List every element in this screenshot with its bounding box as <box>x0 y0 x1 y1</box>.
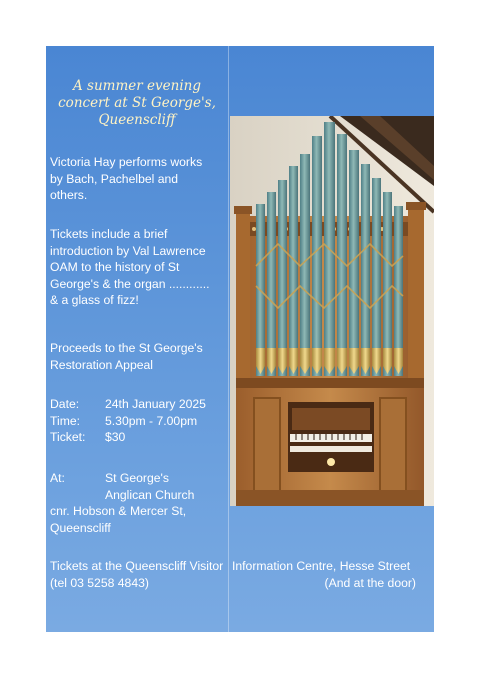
detail-value: $30 <box>105 430 126 444</box>
tickets-line: Tickets include a brief <box>50 227 168 241</box>
title-line: A summer evening <box>73 78 201 94</box>
detail-row-date <box>50 396 228 413</box>
venue-row <box>50 487 228 504</box>
ticket-outlet-right <box>232 558 428 592</box>
proceeds-line: Restoration Appeal <box>50 357 153 372</box>
tickets-line: introduction by Val Lawrence <box>50 243 206 258</box>
proceeds-paragraph <box>50 340 228 373</box>
tickets-line: & a glass of fizz! <box>50 293 139 307</box>
footer-line: Tickets at the Queenscliff Visitor <box>50 559 224 573</box>
organ-illustration <box>230 116 434 506</box>
title-line: Queenscliff <box>98 112 176 128</box>
intro-line: by Bach, Pachelbel and <box>50 171 179 186</box>
detail-value: 24th January 2025 <box>105 397 206 411</box>
venue-label: At: <box>50 471 65 485</box>
venue-address: Queenscliff <box>50 520 111 535</box>
title-line: concert at St George's, <box>58 95 216 111</box>
footer-line: Information Centre, Hesse Street <box>232 559 411 573</box>
footer-line: (tel 03 5258 4843) <box>50 576 149 590</box>
intro-line: others. <box>50 188 88 202</box>
tickets-paragraph <box>50 226 228 309</box>
detail-label: Time: <box>50 413 81 428</box>
intro-paragraph <box>50 154 228 204</box>
venue-name: Anglican Church <box>105 487 195 502</box>
proceeds-line: Proceeds to the St George's <box>50 341 203 355</box>
detail-row-ticket <box>50 429 228 446</box>
footer-line: (And at the door) <box>324 576 416 590</box>
ticket-outlet-left <box>50 558 223 592</box>
detail-label: Date: <box>50 397 80 411</box>
detail-label: Ticket: <box>50 430 86 444</box>
flyer-panel <box>46 46 434 632</box>
intro-line: Victoria Hay performs works <box>50 155 203 169</box>
flyer-title <box>46 78 228 129</box>
tickets-line: OAM to the history of St <box>50 260 180 274</box>
venue-row <box>50 470 228 487</box>
pipe-organ-photo <box>230 116 434 506</box>
detail-value: 5.30pm - 7.00pm <box>105 413 198 428</box>
venue-address: cnr. Hobson & Mercer St, <box>50 504 187 518</box>
event-details <box>50 396 228 446</box>
venue-details <box>50 470 228 536</box>
detail-row-time <box>50 413 228 430</box>
venue-name: St George's <box>105 471 169 485</box>
fold-line <box>228 46 229 632</box>
tickets-line: George's & the organ ............ <box>50 276 210 291</box>
